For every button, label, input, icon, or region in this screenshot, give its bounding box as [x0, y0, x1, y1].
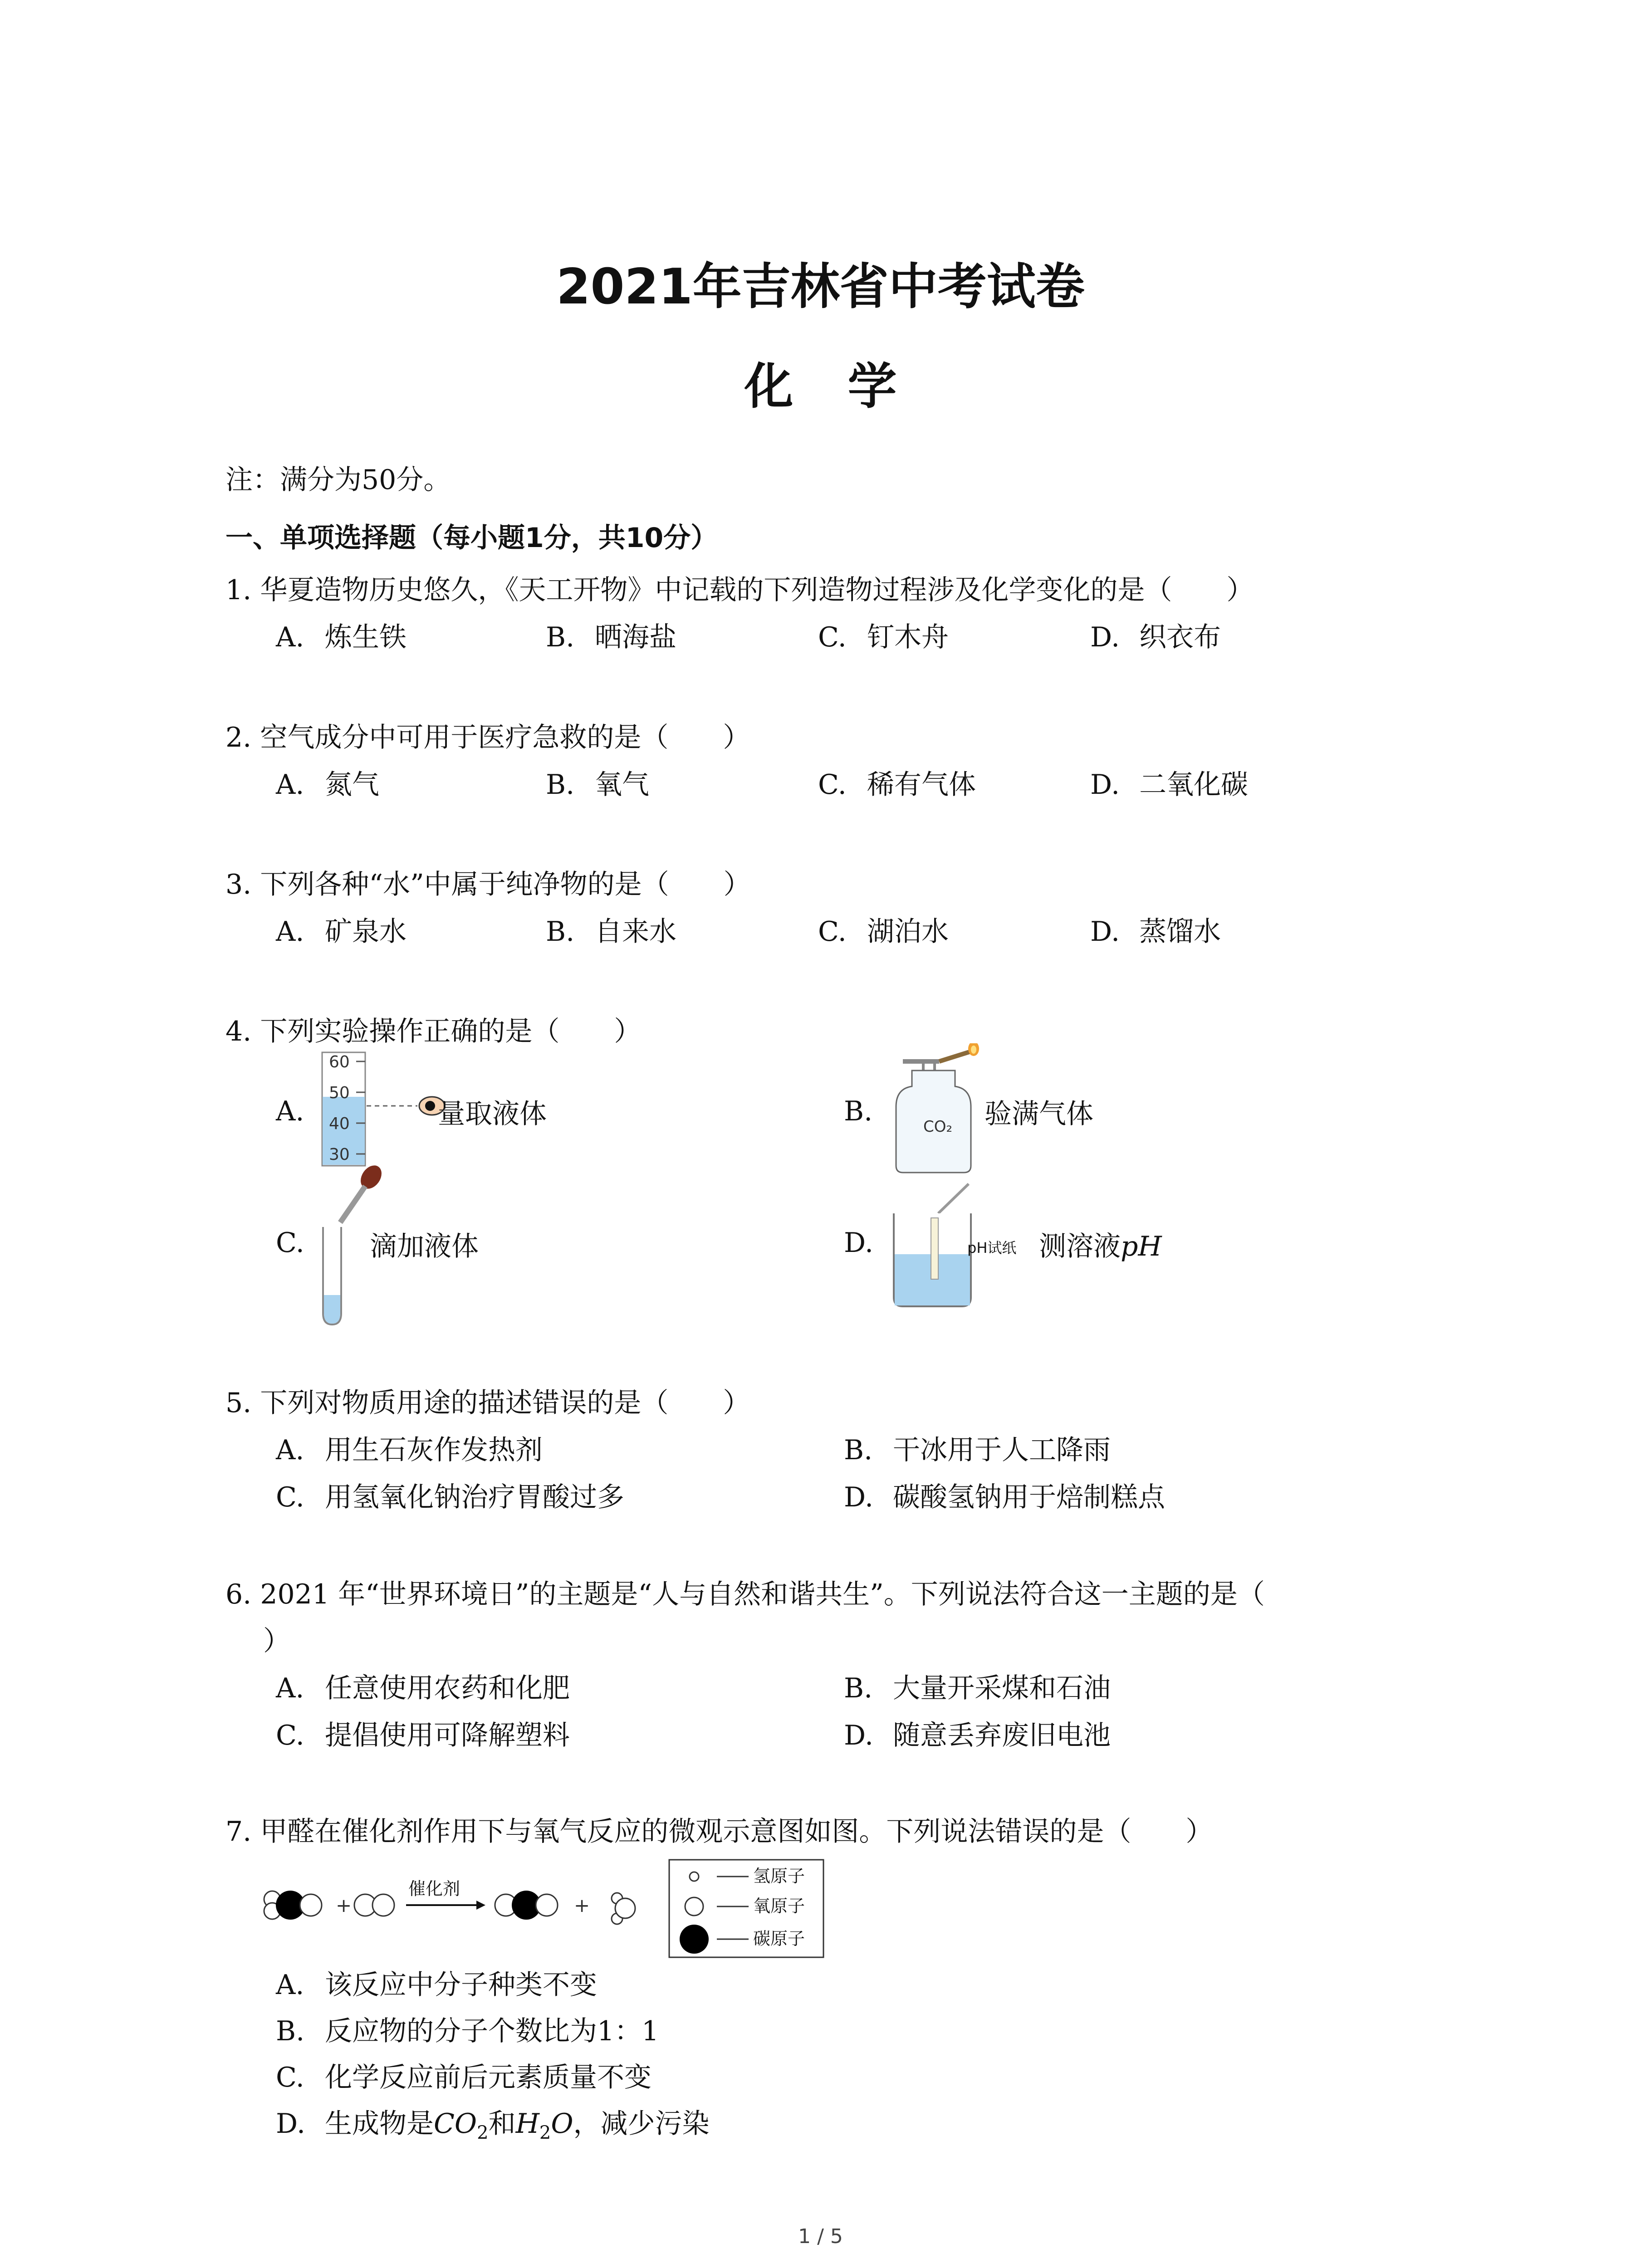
ph-paper-label: pH试纸 — [967, 1239, 1017, 1256]
q4-option-d-text: 测溶液pH — [1039, 1231, 1162, 1262]
question-6-stem-cont: ） — [263, 1625, 290, 1657]
question-7-stem: 7. 甲醛在催化剂作用下与氧气反应的微观示意图如图。下列说法错误的是（ ） — [225, 1816, 1213, 1848]
svg-text:+: + — [574, 1894, 590, 1916]
q2-option-a: A. 氮气 — [276, 769, 379, 801]
q1-option-a: A. 炼生铁 — [276, 621, 407, 653]
q1-option-c: C. 钉木舟 — [818, 621, 949, 653]
beaker-ph-figure — [885, 1182, 1021, 1318]
svg-text:+: + — [336, 1894, 352, 1916]
q4-option-c-letter: C. — [276, 1227, 304, 1259]
question-4-stem: 4. 下列实验操作正确的是（ ） — [225, 1016, 642, 1047]
page-number: 1 / 5 — [798, 2225, 843, 2248]
q3-option-d: D. 蒸馏水 — [1090, 916, 1221, 948]
question-3-stem: 3. 下列各种“水”中属于纯净物的是（ ） — [225, 869, 751, 900]
q4-option-b-text: 验满气体 — [985, 1098, 1093, 1130]
q1-option-b: B. 晒海盐 — [546, 621, 676, 653]
bottle-label: CO₂ — [923, 1118, 953, 1136]
question-1-stem: 1. 华夏造物历史悠久，《天工开物》中记载的下列造物过程涉及化学变化的是（ ） — [225, 574, 1254, 606]
q2-option-d: D. 二氧化碳 — [1090, 769, 1248, 801]
section-heading: 一、单项选择题（每小题1分，共10分） — [225, 522, 718, 554]
legend-hydrogen: 氢原子 — [753, 1866, 805, 1886]
cylinder-mark-30: 30 — [329, 1145, 350, 1164]
score-note: 注：满分为50分。 — [225, 464, 451, 496]
cylinder-mark-60: 60 — [329, 1053, 350, 1071]
q2-option-b: B. 氧气 — [546, 769, 649, 801]
question-5-stem: 5. 下列对物质用途的描述错误的是（ ） — [225, 1387, 750, 1419]
subject-title: 化学 — [744, 358, 951, 415]
q6-option-c: C. 提倡使用可降解塑料 — [276, 1720, 570, 1751]
q4-option-a-letter: A. — [276, 1095, 304, 1127]
q6-option-a: A. 任意使用农药和化肥 — [276, 1672, 570, 1704]
q5-option-b: B. 干冰用于人工降雨 — [844, 1434, 1111, 1466]
q5-option-c: C. 用氢氧化钠治疗胃酸过多 — [276, 1481, 624, 1513]
q4-option-b-letter: B. — [844, 1095, 873, 1127]
q7-option-b: B. 反应物的分子个数比为1：1 — [276, 2015, 659, 2047]
q3-option-b: B. 自来水 — [546, 916, 676, 948]
question-2-stem: 2. 空气成分中可用于医疗急救的是（ ） — [225, 722, 750, 753]
q4-option-a-text: 量取液体 — [438, 1098, 547, 1130]
q4-option-d-letter: D. — [844, 1227, 874, 1259]
q7-option-a: A. 该反应中分子种类不变 — [276, 1969, 597, 2001]
q6-option-b: B. 大量开采煤和石油 — [844, 1672, 1111, 1704]
gas-bottle-figure — [885, 1043, 994, 1175]
q3-option-c: C. 湖泊水 — [818, 916, 949, 948]
exam-title: 2021年吉林省中考试卷 — [556, 259, 1085, 315]
catalyst-label: 催化剂 — [408, 1879, 460, 1899]
q1-option-d: D. 织衣布 — [1090, 621, 1221, 653]
q5-option-a: A. 用生石灰作发热剂 — [276, 1434, 543, 1466]
question-6-stem: 6. 2021 年“世界环境日”的主题是“人与自然和谐共生”。下列说法符合这一主题的是（ — [225, 1579, 1265, 1610]
q6-option-d: D. 随意丢弃废旧电池 — [844, 1720, 1111, 1751]
legend-oxygen: 氧原子 — [753, 1896, 805, 1916]
q2-option-c: C. 稀有气体 — [818, 769, 976, 801]
cylinder-mark-50: 50 — [329, 1084, 350, 1102]
q5-option-d: D. 碳酸氢钠用于焙制糕点 — [844, 1481, 1165, 1513]
q7-option-c: C. 化学反应前后元素质量不变 — [276, 2062, 652, 2093]
cylinder-mark-40: 40 — [329, 1114, 350, 1133]
q3-option-a: A. 矿泉水 — [276, 916, 407, 948]
q4-option-c-text: 滴加液体 — [370, 1231, 479, 1262]
reaction-diagram — [259, 1857, 894, 1962]
q7-option-d: D. 生成物是$CO_2$和$H_2O$，减少污染 — [276, 2108, 710, 2143]
legend-carbon: 碳原子 — [753, 1929, 805, 1949]
